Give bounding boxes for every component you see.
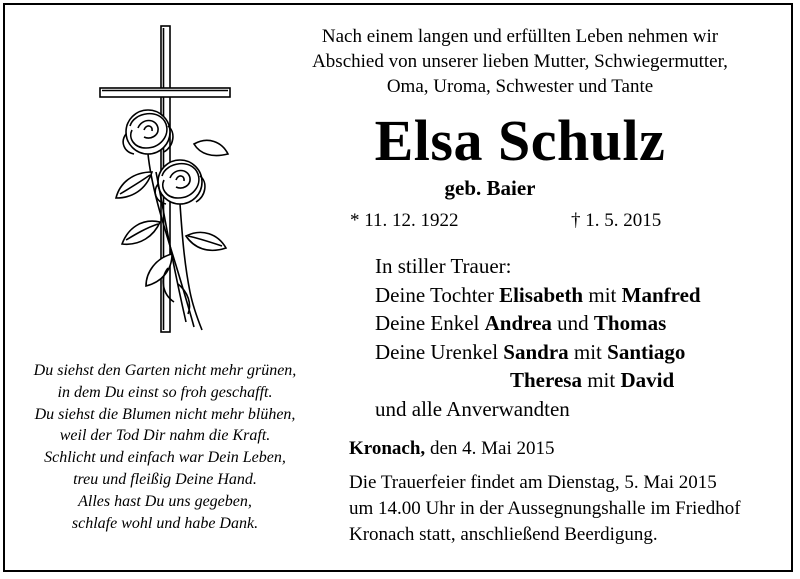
intro-line: Abschied von unserer lieben Mutter, Schwiegermutter,: [312, 51, 728, 72]
poem-line: treu und fleißig Deine Hand.: [73, 470, 257, 488]
connector-text: mit: [581, 368, 621, 392]
poem-line: Alles hast Du uns gegeben,: [78, 492, 252, 510]
mourners-closing: und alle Anverwandten: [375, 396, 570, 421]
deceased-name: Elsa Schulz: [374, 108, 666, 173]
intro-line: Nach einem langen und erfüllten Leben nehmen wir: [321, 26, 719, 47]
intro-line: Oma, Uroma, Schwester und Tante: [386, 76, 654, 97]
notice-date: den 4. Mai 2015: [425, 438, 555, 459]
mourners-block: [375, 252, 701, 423]
relation-text: Deine Enkel: [375, 311, 485, 335]
relation-text: Deine Urenkel: [375, 339, 504, 364]
place-date-line: [349, 438, 554, 460]
mourner-name: Theresa: [510, 368, 582, 392]
mourner-name: David: [620, 368, 675, 392]
death-date: † 1. 5. 2015: [571, 210, 662, 231]
poem-line: in dem Du einst so froh geschafft.: [57, 383, 273, 401]
mourner-name: Sandra: [503, 339, 569, 364]
memorial-poem: [15, 360, 315, 534]
poem-line: Du siehst den Garten nicht mehr grünen,: [33, 362, 297, 379]
mourner-line: [375, 309, 701, 338]
cross-with-roses-icon: [90, 22, 240, 342]
service-line: Kronach statt, anschließend Beerdigung.: [349, 524, 658, 545]
service-line: um 14.00 Uhr in der Aussegnungshalle im Friedhof: [349, 498, 741, 519]
service-line: Die Trauerfeier findet am Dienstag, 5. Mai 2015: [349, 472, 717, 493]
mourner-name: Andrea: [484, 311, 552, 335]
birth-date: * 11. 12. 1922: [350, 210, 459, 231]
mourner-name: Santiago: [607, 339, 686, 364]
mourners-heading: In stiller Trauer:: [375, 254, 512, 278]
mourner-name: Elisabeth: [499, 282, 584, 307]
mourner-name: Manfred: [621, 282, 701, 307]
connector-text: mit: [583, 282, 622, 307]
relation-text: Deine Tochter: [375, 282, 500, 307]
intro-text: [270, 24, 770, 99]
connector-text: und: [551, 311, 594, 335]
poem-line: Du siehst die Blumen nicht mehr blühen,: [34, 405, 296, 423]
mourner-line: [375, 338, 701, 367]
poem-line: schlafe wohl und habe Dank.: [71, 514, 259, 532]
mourner-name: Thomas: [593, 311, 667, 335]
born-name: geb. Baier: [444, 176, 536, 200]
service-info: [349, 470, 789, 548]
mourner-line: [375, 366, 701, 395]
connector-text: mit: [568, 339, 608, 364]
poem-line: Schlicht und einfach war Dein Leben,: [44, 449, 286, 467]
poem-line: weil der Tod Dir nahm die Kraft.: [59, 427, 271, 445]
place-name: Kronach,: [349, 438, 426, 459]
mourner-line: [375, 281, 701, 310]
